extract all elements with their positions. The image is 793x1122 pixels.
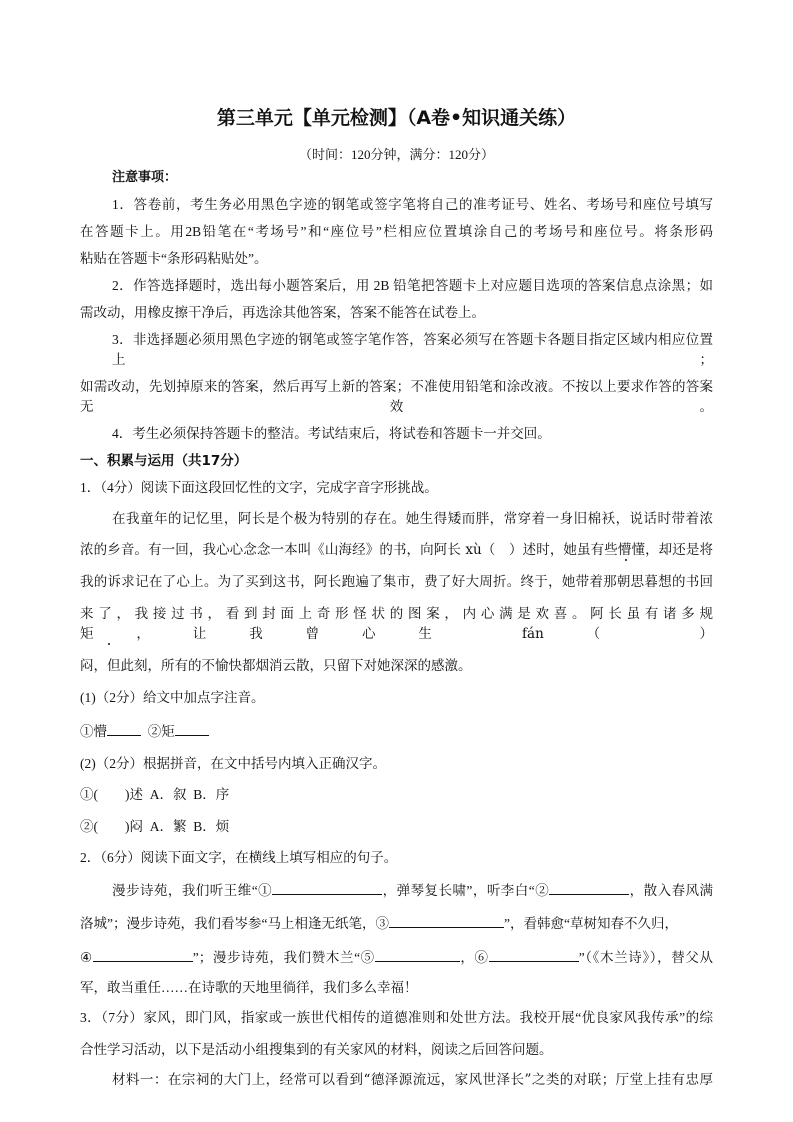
passage-text: ，让我曾心生 fán（ ） — [136, 626, 713, 642]
answer-blank[interactable] — [549, 879, 629, 895]
poem-text: ④ — [80, 950, 93, 965]
poem-text: 漫步诗苑，我们听王维“① — [112, 883, 273, 898]
answer-blank[interactable] — [489, 946, 579, 962]
dotted-char: 矩 — [80, 626, 137, 642]
question-3-stem: 3．（7分）家风，即门风，指家或一族世代相传的道德准则和处世方法。我校开展“优良家风我传承”的综 — [80, 1010, 713, 1025]
passage-line — [80, 540, 713, 560]
notes-heading: 注意事项： — [112, 170, 178, 185]
passage-text: 懂，却还是将 — [631, 542, 714, 558]
note-line: 4．考生必须保持答题卡的整洁。考试结束后，将试卷和答题卡一并交回。 — [112, 426, 551, 441]
section-heading: 一、积累与运用（共17分） — [80, 453, 248, 469]
passage-line — [80, 604, 713, 644]
answer-blank[interactable] — [375, 946, 460, 962]
exam-subtitle: （时间：120分钟，满分：120分） — [298, 147, 494, 162]
poem-text: 洛城”；漫步诗苑，我们看岑参“马上相逢无纸笔，③ — [80, 916, 389, 931]
note-line: 需改动，用橡皮擦干净后，再选涂其他答案，答案不能答在试卷上。 — [80, 305, 485, 320]
answer-blank[interactable] — [93, 946, 193, 962]
poem-line — [80, 912, 713, 934]
note-line: 1．答卷前，考生务必用黑色字迹的钢笔或签字笔将自己的准考证号、姓名、考场号和座位号填写 — [112, 197, 713, 212]
passage-line: 闷，但此刻，所有的不愉快都烟消云散，只留下对她深深的感激。 — [80, 658, 472, 674]
dotted-char: 懵 — [617, 542, 632, 558]
poem-text: ”（《木兰诗》），替父从 — [578, 950, 714, 965]
answer-blank[interactable] — [389, 912, 504, 928]
choice-line: ①( )述 A．叙 B．序 — [80, 787, 230, 802]
note-line: 如需改动，先划掉原来的答案，然后再写上新的答案；不准使用铅笔和涂改液。不按以上要求作答的答案无效。 — [80, 379, 713, 414]
poem-text: ”；漫步诗苑，我们赞木兰“⑤ — [192, 950, 375, 965]
material-line: 材料一：在宗祠的大门上，经常可以看到“德泽源流远，家风世泽长”之类的对联；厅堂上挂有忠厚 — [112, 1072, 713, 1088]
poem-text: ”，看韩愈“草树知春不久归， — [503, 916, 678, 931]
answer-label: ①懵 — [80, 724, 107, 739]
subquestion-1-answers — [80, 720, 713, 742]
poem-text: ，散入春风满 — [629, 883, 714, 898]
passage-line: 在我童年的记忆里，阿长是个极为特别的存在。她生得矮而胖，常穿着一身旧棉袄，说话时带着浓 — [112, 511, 713, 527]
answer-blank[interactable] — [272, 879, 382, 895]
choice-line: ②( )闷 A．繁 B．烦 — [80, 819, 230, 834]
passage-text: 来了，我接过书，看到封面上奇形怪状的图案，内心满是欢喜。阿长虽有诸多规 — [80, 606, 713, 622]
poem-line: 军，敢当重任……在诗歌的天地里徜徉，我们多么幸福！ — [80, 980, 418, 995]
note-line: 粘贴在答题卡“条形码粘贴处”。 — [80, 251, 268, 266]
poem-text: ，⑥ — [459, 950, 489, 965]
answer-blank[interactable] — [107, 720, 141, 736]
passage-text: 浓的乡音。有一回，我心心念念一本叫《山海经》的书，向阿长 xù（ ）述时，她虽有些 — [80, 542, 618, 558]
poem-line — [80, 879, 713, 901]
subquestion-2: (2)（2分）根据拼音，在文中括号内填入正确汉字。 — [80, 756, 386, 771]
passage-line: 我的诉求记在了心上。为了买到这书，阿长跑遍了集市，费了好大周折。终于，她带着那朝思暮想的书回 — [80, 574, 713, 590]
note-line: 在答题卡上。用2B铅笔在“考场号”和“座位号”栏相应位置填涂自己的考场号和座位号。将条形码 — [80, 224, 713, 239]
question-3-stem: 合性学习活动，以下是活动小组搜集到的有关家风的材料，阅读之后回答问题。 — [80, 1042, 553, 1057]
note-line: 3．非选择题必须用黑色字迹的钢笔或签字笔作答，答案必须写在答题卡各题目指定区域内相应位置上； — [112, 332, 713, 367]
subquestion-1: (1)（2分）给文中加点字注音。 — [80, 690, 265, 705]
question-2-stem: 2．（6分）阅读下面文字，在横线上填写相应的句子。 — [80, 850, 398, 865]
question-1-stem: 1．（4分）阅读下面这段回忆性的文字，完成字音字形挑战。 — [80, 480, 438, 495]
note-line: 2．作答选择题时，选出每小题答案后，用 2B 铅笔把答题卡上对应题目选项的答案信息点涂黑；如 — [112, 278, 713, 293]
poem-text: ，弹琴复长啸”，听李白“② — [382, 883, 550, 898]
answer-blank[interactable] — [175, 720, 209, 736]
poem-line — [80, 946, 713, 968]
page-title: 第三单元【单元检测】（A卷•知识通关练） — [216, 107, 577, 129]
answer-label: ②矩 — [147, 724, 175, 739]
